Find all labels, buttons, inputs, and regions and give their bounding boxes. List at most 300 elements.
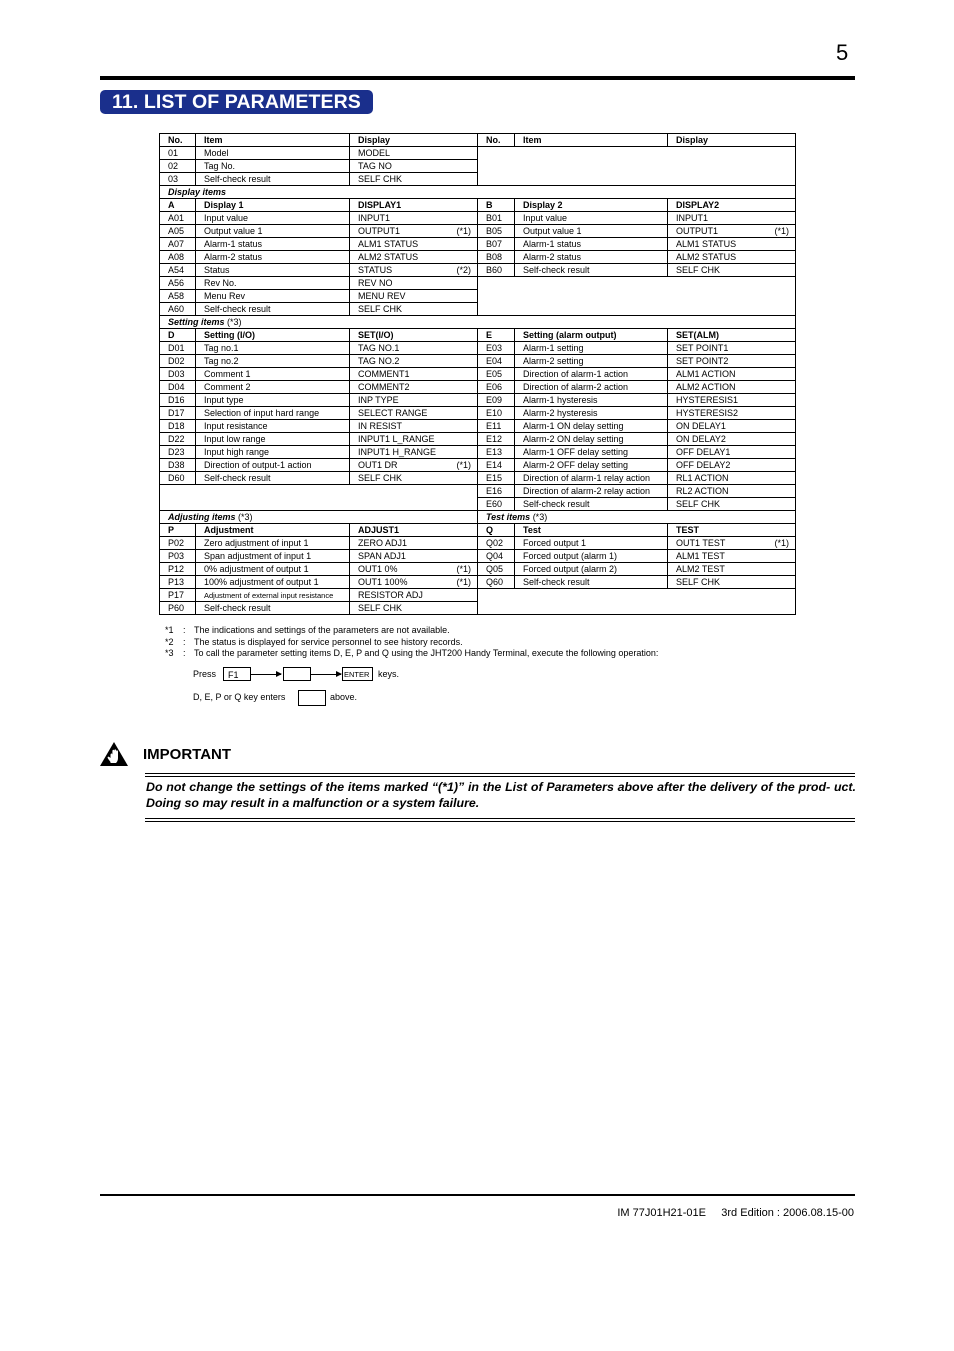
param-item bbox=[515, 420, 668, 433]
cell-text: A05 bbox=[168, 225, 185, 236]
arrow-icon bbox=[251, 674, 281, 675]
cell-text: SET(ALM) bbox=[676, 329, 719, 340]
param-item bbox=[196, 199, 350, 212]
param-no bbox=[478, 199, 515, 212]
param-item bbox=[196, 589, 350, 602]
section-title: Adjusting items bbox=[168, 511, 236, 522]
cell-text: SELF CHK bbox=[358, 173, 403, 184]
param-item bbox=[196, 277, 350, 290]
cell-text: Menu Rev bbox=[204, 290, 246, 301]
cell-text: Setting (I/O) bbox=[204, 329, 255, 340]
cell-text: Self-check result bbox=[204, 303, 271, 314]
section-row bbox=[160, 186, 796, 199]
cell-text: OFF DELAY1 bbox=[676, 446, 731, 457]
param-display bbox=[350, 407, 478, 420]
cell-text: A56 bbox=[168, 277, 185, 288]
cell-text: Q bbox=[486, 524, 494, 535]
cell-text: Rev No. bbox=[204, 277, 237, 288]
param-item bbox=[515, 134, 668, 147]
cell-text: 02 bbox=[168, 160, 179, 171]
cell-text: Q02 bbox=[486, 537, 504, 548]
cell-text: ALM2 TEST bbox=[676, 563, 725, 574]
table-row bbox=[160, 355, 796, 368]
param-item bbox=[515, 342, 668, 355]
cell-text: P13 bbox=[168, 576, 185, 587]
cell-text: Alarm-1 status bbox=[204, 238, 263, 249]
cell-text: SET POINT2 bbox=[676, 355, 729, 366]
cell-text: B08 bbox=[486, 251, 503, 262]
param-no bbox=[160, 173, 196, 186]
cell-text: Selection of input hard range bbox=[204, 407, 320, 418]
footnote-mark: *2 bbox=[165, 636, 174, 647]
param-no bbox=[478, 368, 515, 381]
cell-text: Display 2 bbox=[523, 199, 563, 210]
param-display bbox=[350, 147, 478, 160]
cell-text: D23 bbox=[168, 446, 185, 457]
param-display bbox=[350, 212, 478, 225]
cell-text: Input low range bbox=[204, 433, 266, 444]
section-title: Setting items bbox=[168, 316, 225, 327]
footnote-mark: *1 bbox=[165, 625, 174, 635]
cell-text: D22 bbox=[168, 433, 185, 444]
important-rule-top-2 bbox=[145, 776, 855, 777]
param-item bbox=[515, 446, 668, 459]
cell-text: Tag No. bbox=[204, 160, 236, 171]
cell-text: Input value bbox=[204, 212, 249, 223]
footnote-text: The status is displayed for service personnel to see history records. bbox=[194, 636, 463, 647]
important-rule-bottom-2 bbox=[145, 821, 855, 822]
param-item bbox=[515, 576, 668, 589]
table-row bbox=[160, 381, 796, 394]
cell-text: COMMENT1 bbox=[358, 368, 410, 379]
blank-key-box bbox=[298, 690, 326, 706]
param-item bbox=[196, 446, 350, 459]
param-display bbox=[350, 589, 478, 602]
cell-text: A08 bbox=[168, 251, 185, 262]
blank-key bbox=[283, 667, 311, 681]
cell-text: B07 bbox=[486, 238, 503, 249]
param-display bbox=[350, 537, 478, 550]
important-rule-top bbox=[145, 773, 855, 774]
table-row bbox=[160, 589, 796, 602]
cell-text: OUT1 0% bbox=[358, 563, 398, 574]
param-no bbox=[160, 342, 196, 355]
param-display bbox=[668, 472, 796, 485]
param-display bbox=[668, 407, 796, 420]
cell-text: Direction of alarm-1 relay action bbox=[523, 472, 651, 483]
param-display bbox=[668, 420, 796, 433]
cell-text: No. bbox=[168, 134, 183, 145]
cell-text: INPUT1 H_RANGE bbox=[358, 446, 437, 457]
param-no bbox=[160, 537, 196, 550]
param-display bbox=[668, 251, 796, 264]
param-item bbox=[515, 498, 668, 511]
cell-text: 0% adjustment of output 1 bbox=[204, 563, 309, 574]
cell-text: P12 bbox=[168, 563, 185, 574]
param-item bbox=[515, 563, 668, 576]
footer-text bbox=[617, 1207, 854, 1219]
cell-text: TAG NO.1 bbox=[358, 342, 400, 353]
param-item bbox=[196, 329, 350, 342]
param-item bbox=[196, 602, 350, 615]
param-item bbox=[515, 225, 668, 238]
footnote-text: To call the parameter setting items D, E, P and Q using the JHT200 Handy Terminal, execute the following operation: bbox=[194, 648, 659, 658]
cell-text: E16 bbox=[486, 485, 503, 496]
section-label bbox=[478, 511, 796, 524]
cell-text: Status bbox=[204, 264, 230, 275]
param-no bbox=[478, 251, 515, 264]
footnote-mark: (*1) bbox=[456, 576, 471, 587]
param-item bbox=[196, 394, 350, 407]
important-text: Do not change the settings of the items marked “(*1)” in the List of Parameters above after the delivery of the prod- uct. Doing so may result in a malfunction or a system failure. bbox=[146, 780, 856, 810]
cell-text: Alarm-1 status bbox=[523, 238, 582, 249]
param-item bbox=[515, 368, 668, 381]
param-item bbox=[196, 355, 350, 368]
table-row bbox=[160, 576, 796, 589]
cell-text: B60 bbox=[486, 264, 503, 275]
cell-text: Self-check result bbox=[204, 173, 271, 184]
param-item bbox=[515, 459, 668, 472]
cell-text: Alarm-1 OFF delay setting bbox=[523, 446, 629, 457]
cell-text: SELF CHK bbox=[358, 303, 403, 314]
cell-text: Alarm-2 status bbox=[523, 251, 582, 262]
cell-text: A60 bbox=[168, 303, 185, 314]
param-item bbox=[515, 433, 668, 446]
param-item bbox=[515, 199, 668, 212]
param-item bbox=[515, 355, 668, 368]
param-display bbox=[668, 459, 796, 472]
param-display bbox=[668, 342, 796, 355]
group-header-row bbox=[160, 329, 796, 342]
param-item bbox=[196, 212, 350, 225]
param-item bbox=[515, 251, 668, 264]
param-no bbox=[160, 459, 196, 472]
param-item bbox=[515, 264, 668, 277]
param-display bbox=[350, 277, 478, 290]
param-no bbox=[160, 576, 196, 589]
param-display bbox=[350, 524, 478, 537]
cell-text: E12 bbox=[486, 433, 503, 444]
section-row bbox=[160, 511, 796, 524]
cell-text: SELF CHK bbox=[676, 576, 721, 587]
cell-text: INPUT1 bbox=[676, 212, 709, 223]
param-item bbox=[196, 368, 350, 381]
param-display bbox=[350, 303, 478, 316]
table-row bbox=[160, 225, 796, 238]
param-display bbox=[668, 329, 796, 342]
param-no bbox=[160, 524, 196, 537]
cell-text: D16 bbox=[168, 394, 185, 405]
param-item bbox=[196, 160, 350, 173]
param-item bbox=[196, 264, 350, 277]
footnote-separator: : bbox=[183, 648, 186, 658]
cell-text: Display 1 bbox=[204, 199, 244, 210]
param-no bbox=[478, 355, 515, 368]
parameter-table bbox=[159, 133, 796, 615]
cell-text: Input high range bbox=[204, 446, 270, 457]
param-no bbox=[160, 264, 196, 277]
param-item bbox=[196, 537, 350, 550]
param-item bbox=[515, 550, 668, 563]
table-row bbox=[160, 550, 796, 563]
table-row bbox=[160, 459, 796, 472]
cell-text: Comment 1 bbox=[204, 368, 251, 379]
cell-text: D18 bbox=[168, 420, 185, 431]
cell-text: SELF CHK bbox=[358, 602, 403, 613]
footnote-mark: (*1) bbox=[456, 563, 471, 574]
param-display bbox=[668, 446, 796, 459]
cell-text: Direction of output-1 action bbox=[204, 459, 312, 470]
section-label bbox=[160, 511, 478, 524]
table-row bbox=[160, 238, 796, 251]
section-label bbox=[160, 316, 796, 329]
footnote-separator: : bbox=[183, 625, 186, 635]
param-item bbox=[196, 147, 350, 160]
param-display bbox=[350, 329, 478, 342]
table-row bbox=[160, 277, 796, 290]
cell-text: SET POINT1 bbox=[676, 342, 729, 353]
param-display bbox=[350, 368, 478, 381]
param-no bbox=[478, 134, 515, 147]
param-no bbox=[478, 342, 515, 355]
cell-text: D60 bbox=[168, 472, 185, 483]
param-item bbox=[515, 407, 668, 420]
cell-text: Input value bbox=[523, 212, 568, 223]
cell-text: Q04 bbox=[486, 550, 504, 561]
cell-text: REV NO bbox=[358, 277, 393, 288]
cell-text: P bbox=[168, 524, 175, 535]
param-no bbox=[160, 550, 196, 563]
param-item bbox=[196, 303, 350, 316]
section-title: Display items bbox=[168, 186, 227, 197]
cell-text: RESISTOR ADJ bbox=[358, 589, 423, 600]
cell-text: E06 bbox=[486, 381, 503, 392]
param-no bbox=[478, 550, 515, 563]
cell-text: Item bbox=[204, 134, 223, 145]
footnote-mark: (*2) bbox=[456, 264, 471, 275]
param-item bbox=[196, 576, 350, 589]
cell-text: Self-check result bbox=[523, 576, 590, 587]
f1-key: F1 bbox=[223, 667, 251, 681]
param-display bbox=[668, 550, 796, 563]
cell-text: Alarm-2 OFF delay setting bbox=[523, 459, 629, 470]
cell-text: RL2 ACTION bbox=[676, 485, 729, 496]
cell-text: E11 bbox=[486, 420, 502, 431]
footnote-mark: (*1) bbox=[456, 225, 471, 236]
cell-text: Forced output 1 bbox=[523, 537, 587, 548]
table-row bbox=[160, 394, 796, 407]
cell-text: ALM1 STATUS bbox=[676, 238, 737, 249]
group-header-row bbox=[160, 524, 796, 537]
cell-text: Direction of alarm-1 action bbox=[523, 368, 629, 379]
footnote-text: The indications and settings of the parameters are not available. bbox=[194, 625, 450, 635]
cell-text: ALM2 ACTION bbox=[676, 381, 736, 392]
cell-text: INPUT1 L_RANGE bbox=[358, 433, 435, 444]
cell-text: D02 bbox=[168, 355, 185, 366]
cell-text: A54 bbox=[168, 264, 185, 275]
param-display bbox=[350, 550, 478, 563]
param-item bbox=[515, 212, 668, 225]
cell-text: INPUT1 bbox=[358, 212, 391, 223]
cell-text: A58 bbox=[168, 290, 185, 301]
param-no bbox=[160, 160, 196, 173]
cell-text: P03 bbox=[168, 550, 185, 561]
cell-text: P02 bbox=[168, 537, 185, 548]
cell-text: SELF CHK bbox=[676, 264, 721, 275]
cell-text: A bbox=[168, 199, 175, 210]
warning-hand-icon bbox=[99, 741, 129, 767]
param-display bbox=[668, 199, 796, 212]
table-row bbox=[160, 472, 796, 485]
cell-text: TEST bbox=[676, 524, 700, 535]
param-no bbox=[478, 225, 515, 238]
press-label: Press bbox=[193, 669, 217, 679]
cell-text: Direction of alarm-2 relay action bbox=[523, 485, 651, 496]
bottom-rule bbox=[100, 1194, 855, 1196]
cell-text: OUT1 100% bbox=[358, 576, 408, 587]
cell-text: 100% adjustment of output 1 bbox=[204, 576, 319, 587]
empty-cell bbox=[478, 277, 796, 316]
param-display bbox=[350, 433, 478, 446]
param-display bbox=[350, 381, 478, 394]
cell-text: Forced output (alarm 1) bbox=[523, 550, 618, 561]
param-item bbox=[196, 290, 350, 303]
cell-text: P17 bbox=[168, 589, 185, 600]
important-rule-bottom bbox=[145, 818, 855, 819]
param-no bbox=[160, 303, 196, 316]
cell-text: A01 bbox=[168, 212, 185, 223]
cell-text: Direction of alarm-2 action bbox=[523, 381, 629, 392]
param-display bbox=[350, 394, 478, 407]
footnote-mark: (*1) bbox=[774, 225, 789, 236]
param-no bbox=[160, 134, 196, 147]
cell-text: STATUS bbox=[358, 264, 393, 275]
param-no bbox=[160, 433, 196, 446]
cell-text: B01 bbox=[486, 212, 503, 223]
cell-text: ZERO ADJ1 bbox=[358, 537, 408, 548]
doc-id: IM 77J01H21-01E bbox=[617, 1207, 706, 1219]
param-item bbox=[515, 524, 668, 537]
footnote-separator: : bbox=[183, 636, 186, 647]
cell-text: Adjustment of external input resistance bbox=[204, 590, 334, 600]
cell-text: ALM2 STATUS bbox=[676, 251, 737, 262]
table-row bbox=[160, 420, 796, 433]
empty-cell bbox=[478, 147, 796, 186]
table-row bbox=[160, 537, 796, 550]
param-display bbox=[668, 563, 796, 576]
param-item bbox=[196, 407, 350, 420]
param-no bbox=[160, 225, 196, 238]
param-no bbox=[160, 446, 196, 459]
empty-cell bbox=[160, 485, 478, 511]
param-display bbox=[668, 433, 796, 446]
param-no bbox=[478, 433, 515, 446]
param-display bbox=[350, 446, 478, 459]
cell-text: OUTPUT1 bbox=[358, 225, 401, 236]
param-display bbox=[350, 602, 478, 615]
cell-text: Tag no.2 bbox=[204, 355, 239, 366]
cell-text: Display bbox=[358, 134, 391, 145]
param-no bbox=[478, 485, 515, 498]
cell-text: MODEL bbox=[358, 147, 391, 158]
cell-text: B05 bbox=[486, 225, 503, 236]
param-no bbox=[160, 238, 196, 251]
param-no bbox=[160, 563, 196, 576]
section-note: (*3) bbox=[530, 511, 548, 522]
param-display bbox=[350, 576, 478, 589]
param-display bbox=[350, 251, 478, 264]
param-item bbox=[515, 238, 668, 251]
cell-text: E03 bbox=[486, 342, 503, 353]
cell-text: E13 bbox=[486, 446, 503, 457]
param-item bbox=[196, 225, 350, 238]
param-item bbox=[515, 472, 668, 485]
param-display bbox=[668, 537, 796, 550]
cell-text: D03 bbox=[168, 368, 185, 379]
cell-text: Span adjustment of input 1 bbox=[204, 550, 312, 561]
param-display bbox=[350, 342, 478, 355]
param-item bbox=[196, 251, 350, 264]
cell-text: D17 bbox=[168, 407, 185, 418]
param-item bbox=[196, 472, 350, 485]
footnote-mark: (*1) bbox=[774, 537, 789, 548]
param-no bbox=[478, 563, 515, 576]
param-no bbox=[160, 407, 196, 420]
param-display bbox=[668, 225, 796, 238]
cell-text: DISPLAY1 bbox=[358, 199, 402, 210]
cell-text: Alarm-1 ON delay setting bbox=[523, 420, 624, 431]
cell-text: INP TYPE bbox=[358, 394, 399, 405]
param-no bbox=[478, 264, 515, 277]
param-item bbox=[515, 485, 668, 498]
param-item bbox=[196, 420, 350, 433]
param-no bbox=[478, 420, 515, 433]
cell-text: ALM1 TEST bbox=[676, 550, 725, 561]
important-title: IMPORTANT bbox=[143, 746, 232, 763]
param-display bbox=[668, 264, 796, 277]
param-no bbox=[478, 576, 515, 589]
cell-text: ADJUST1 bbox=[358, 524, 400, 535]
cell-text: IN RESIST bbox=[358, 420, 403, 431]
cell-text: D bbox=[168, 329, 175, 340]
cell-text: SPAN ADJ1 bbox=[358, 550, 406, 561]
param-no bbox=[160, 602, 196, 615]
table-row bbox=[160, 485, 796, 498]
param-no bbox=[160, 290, 196, 303]
param-no bbox=[160, 147, 196, 160]
cell-text: E10 bbox=[486, 407, 503, 418]
param-no bbox=[478, 524, 515, 537]
cell-text: OFF DELAY2 bbox=[676, 459, 731, 470]
enter-key: ENTER bbox=[342, 667, 373, 681]
cell-text: Setting (alarm output) bbox=[523, 329, 617, 340]
param-display bbox=[350, 264, 478, 277]
cell-text: Tag no.1 bbox=[204, 342, 239, 353]
cell-text: E14 bbox=[486, 459, 503, 470]
param-display bbox=[350, 160, 478, 173]
cell-text: Adjustment bbox=[204, 524, 254, 535]
cell-text: ON DELAY2 bbox=[676, 433, 726, 444]
param-no bbox=[160, 472, 196, 485]
cell-text: Self-check result bbox=[204, 602, 271, 613]
section-row bbox=[160, 316, 796, 329]
empty-cell bbox=[478, 589, 796, 615]
section-label bbox=[160, 186, 796, 199]
param-no bbox=[478, 238, 515, 251]
cell-text: 03 bbox=[168, 173, 179, 184]
param-display bbox=[668, 381, 796, 394]
cell-text: ALM2 STATUS bbox=[358, 251, 419, 262]
